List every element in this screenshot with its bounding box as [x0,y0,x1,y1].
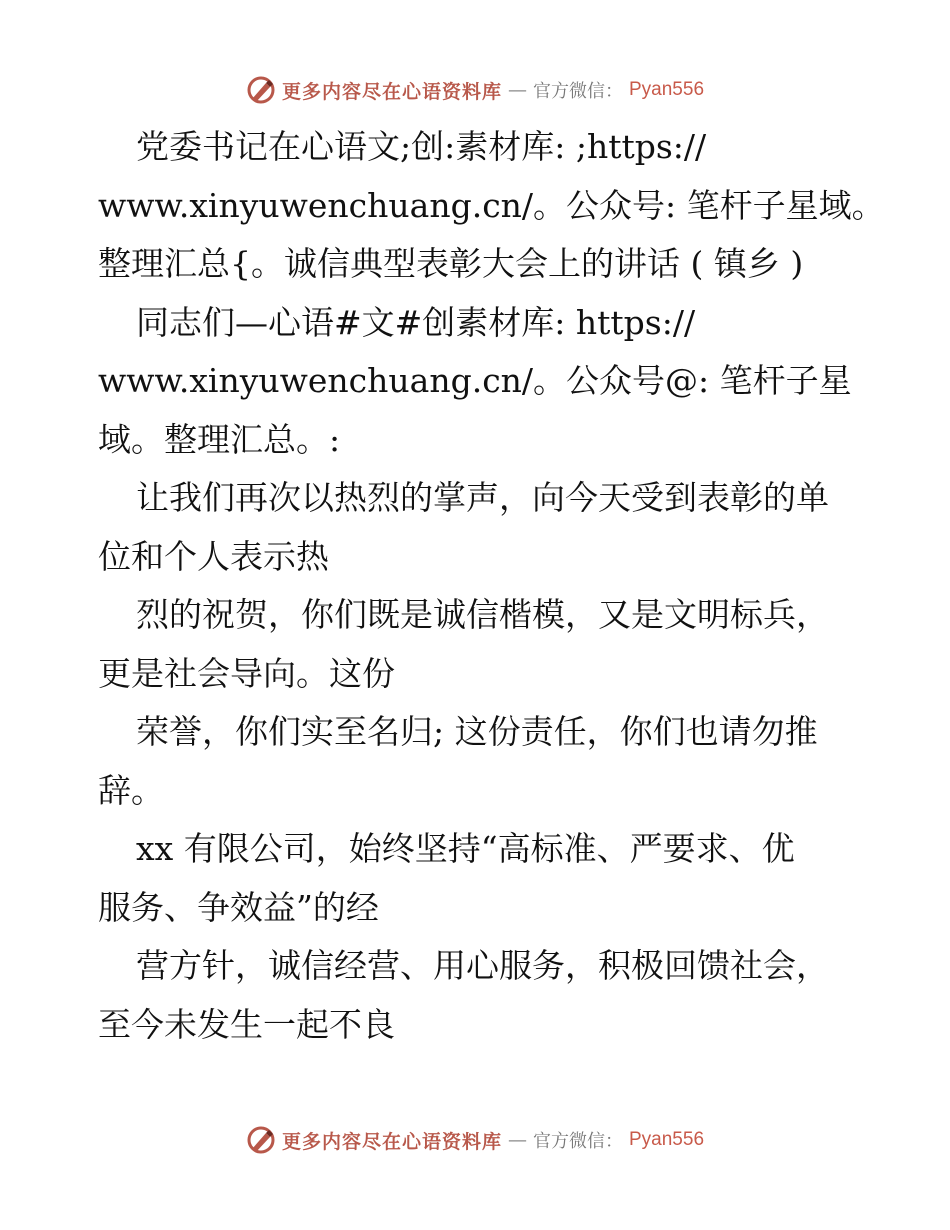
text-line: 位和个人表示热 [98,536,329,576]
text-line: 营方针，诚信经营、用心服务，积极回馈社会， [136,946,829,985]
pen-logo-icon [246,75,276,105]
text-line: www.xinyuwenchuang.cn/。公众号@: 笔杆子星 [98,361,852,400]
text-line: 服务、争效益”的经 [98,887,379,927]
banner-dash: — [508,79,527,101]
footer-banner [0,1120,950,1160]
text-line: xx 有限公司，始终坚持“高标准、严要求、优 [136,829,795,868]
banner-title: 更多内容尽在心语资料库 [281,1130,502,1153]
text-line: 至今未发生一起不良 [98,1004,395,1044]
banner-title: 更多内容尽在心语资料库 [281,80,502,103]
text-line: 辞。 [98,770,164,810]
text-line: www.xinyuwenchuang.cn/。公众号: 笔杆子星域。 [98,185,885,225]
text-line: 党委书记在心语文;创:素材库: ;https:// [136,127,707,166]
banner-wechat-id: Pyan556 [629,1129,705,1150]
pen-logo-icon [246,1125,276,1155]
banner-wechat-id: Pyan556 [629,79,705,100]
banner-wechat-label: 官方微信： [533,1131,623,1152]
text-line: 荣誉，你们实至名归; 这份责任，你们也请勿推 [136,712,818,751]
text-line: 烈的祝贺，你们既是诚信楷模，又是文明标兵， [136,595,829,634]
header-banner [0,70,950,110]
banner-wechat-label: 官方微信： [533,81,623,102]
text-line: 同志们—心语#文#创素材库: https:// [136,302,696,342]
document-body [98,118,885,1054]
text-line: 域。整理汇总。: [98,419,341,459]
text-line: 更是社会导向。这份 [98,653,395,693]
text-line: 整理汇总{。诚信典型表彰大会上的讲话 ( 镇乡 ) [98,244,804,283]
banner-dash: — [508,1129,527,1151]
text-line: 让我们再次以热烈的掌声，向今天受到表彰的单 [136,478,829,517]
